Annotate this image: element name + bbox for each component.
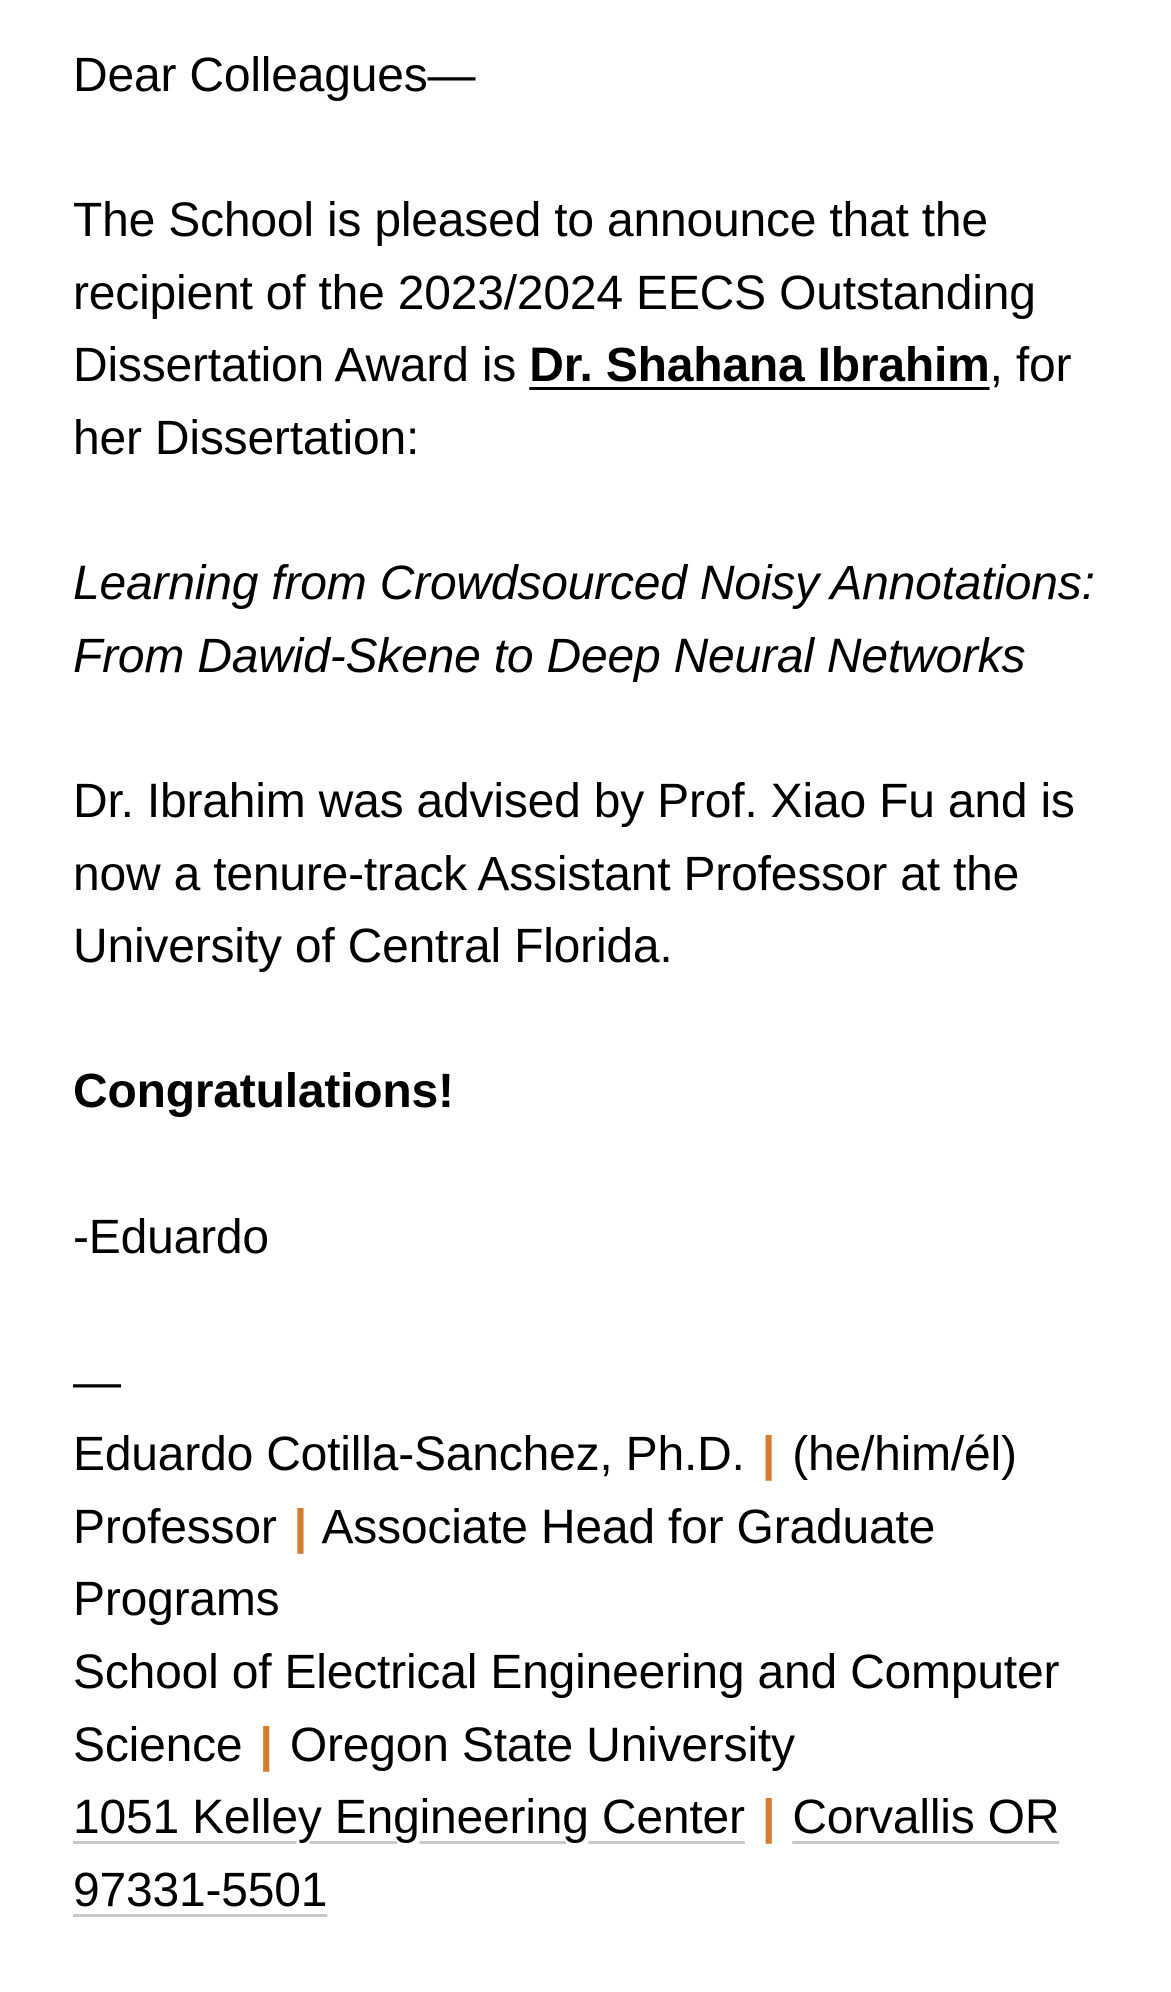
spacer [73, 1274, 1111, 1347]
announcement-paragraph [73, 185, 1111, 475]
spacer [73, 476, 1111, 549]
greeting: Dear Colleagues— [73, 49, 476, 102]
separator-bar: | [761, 1791, 776, 1845]
separator-bar: | [761, 1428, 776, 1482]
signature-dash: — [73, 1355, 121, 1409]
congratulations-text: Congratulations! [73, 1065, 454, 1119]
dissertation-title: Learning from Crowdsourced Noisy Annotations: From Dawid-Skene to Deep Neural Networks [73, 557, 1095, 683]
signature-school: School of Electrical Engineering and Computer Science [73, 1646, 1060, 1772]
spacer [73, 984, 1111, 1057]
spacer [73, 113, 1111, 186]
signature-address-line [73, 1782, 1111, 1927]
signature-title-line [73, 1492, 1111, 1637]
advisor-paragraph: Dr. Ibrahim was advised by Prof. Xiao Fu and is now a tenure-track Assistant Professor at the University of Central Florida. [73, 774, 1075, 974]
separator-bar: | [293, 1500, 307, 1554]
signature-role: Associate Head for Graduate Programs [73, 1500, 936, 1627]
signature-block [73, 1347, 1111, 1928]
recipient-link[interactable]: Dr. Shahana Ibrahim [529, 339, 990, 393]
announcement-tail: , for her Dissertation: [73, 339, 1072, 465]
signature-university: Oregon State University [289, 1718, 795, 1772]
signature-school-line [73, 1637, 1111, 1782]
signature-pronouns: (he/him/él) [792, 1428, 1017, 1482]
signature-name-line [73, 1419, 1111, 1492]
city-zip-link[interactable]: Corvallis OR 97331-5501 [73, 1791, 1060, 1917]
signature-title: Professor [73, 1500, 277, 1554]
signature-name: Eduardo Cotilla-Sanchez, Ph.D. [73, 1428, 745, 1482]
spacer [73, 693, 1111, 766]
separator-bar: | [259, 1718, 273, 1772]
signoff: -Eduardo [73, 1210, 269, 1264]
announcement-text: The School is pleased to announce that the recipient of the 2023/2024 EECS Outstanding Dissertation Award is [73, 194, 1036, 393]
address-link[interactable]: 1051 Kelley Engineering Center [73, 1791, 745, 1845]
spacer [73, 1129, 1111, 1202]
